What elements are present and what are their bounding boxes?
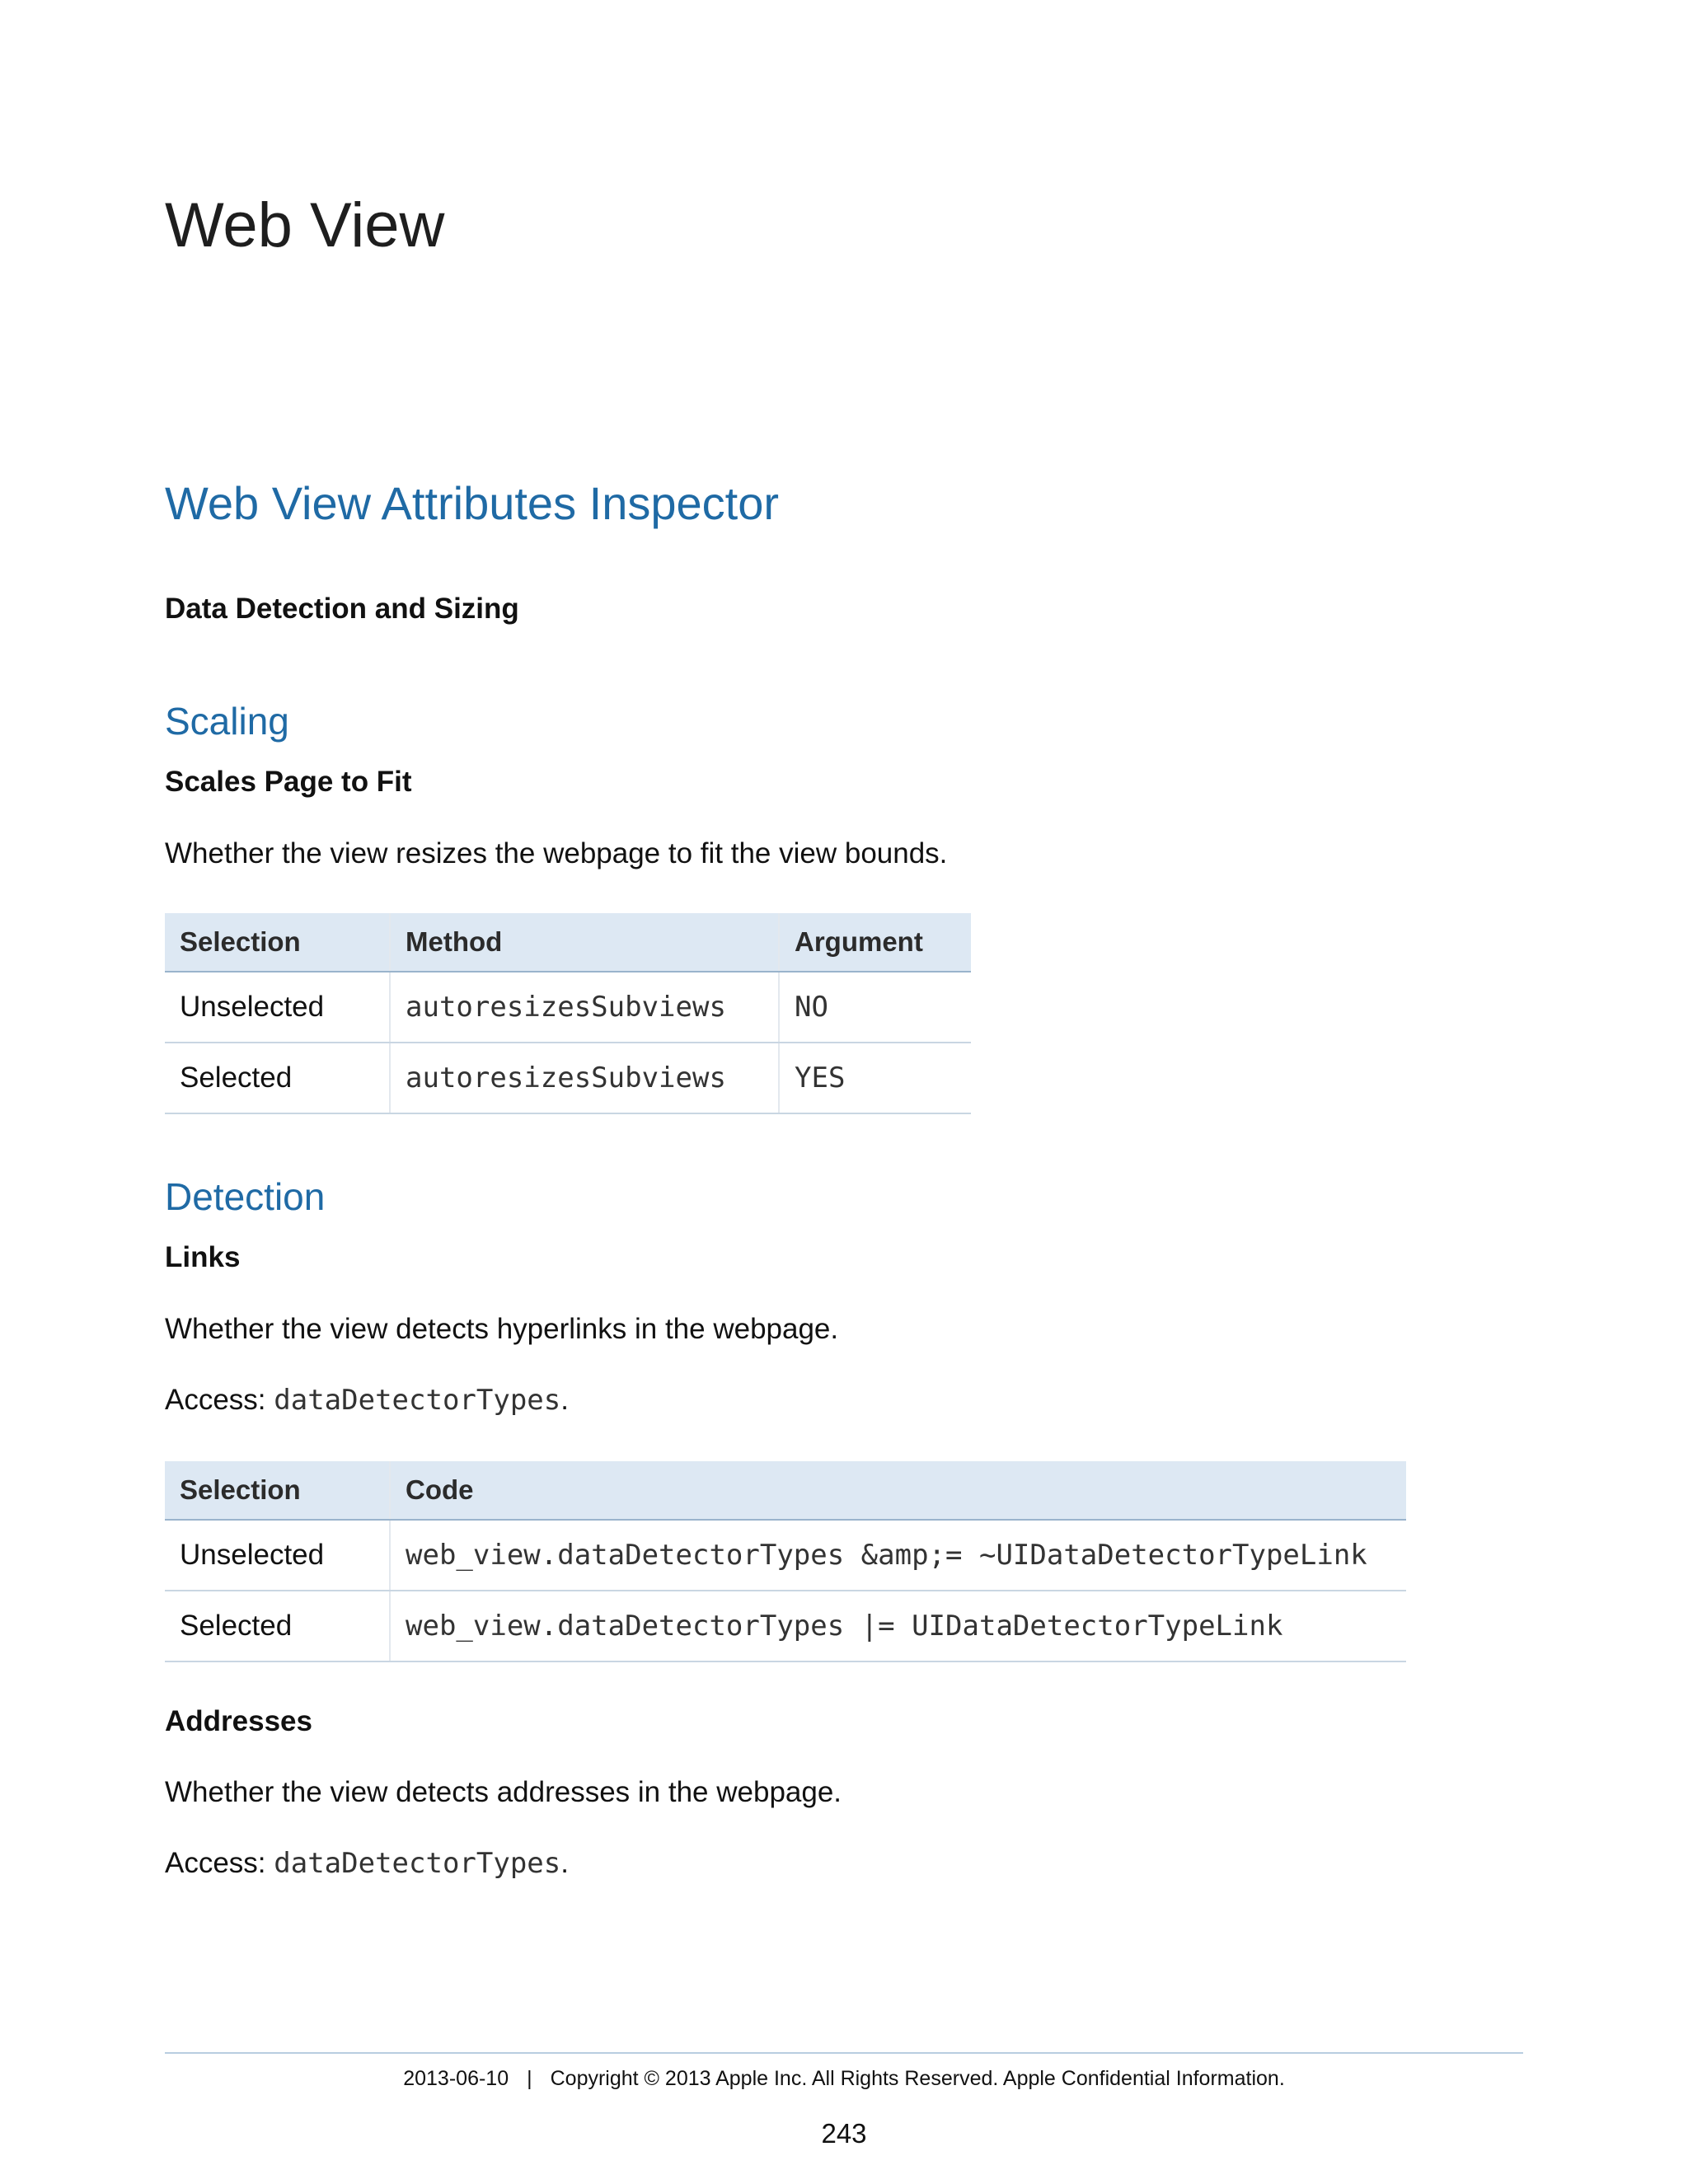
footer (0, 2067, 1688, 2091)
footer-separator: | (527, 2067, 532, 2090)
access-label: Access: (165, 1384, 274, 1416)
table-header-row (165, 1461, 1406, 1520)
access-label: Access: (165, 1847, 274, 1879)
links-table (165, 1461, 1406, 1662)
table-header-row (165, 913, 971, 972)
links-access (165, 1383, 569, 1418)
table-row (165, 972, 971, 1043)
code-cell: web_view.dataDetectorTypes |= UIDataDetectorTypeLink (390, 1591, 1406, 1661)
argument-cell: NO (779, 972, 971, 1043)
table-row (165, 1520, 1406, 1591)
group-heading: Data Detection and Sizing (165, 593, 519, 625)
table-row (165, 1043, 971, 1113)
links-description: Whether the view detects hyperlinks in the webpage. (165, 1313, 839, 1345)
column-header-selection: Selection (165, 913, 390, 972)
access-code: dataDetectorTypes (274, 1384, 561, 1417)
column-header-method: Method (390, 913, 779, 972)
scaling-heading: Scaling (165, 700, 289, 743)
page-number: 243 (821, 2118, 867, 2149)
selection-cell: Unselected (165, 972, 390, 1043)
column-header-argument: Argument (779, 913, 971, 972)
access-suffix: . (560, 1847, 569, 1879)
code-cell: web_view.dataDetectorTypes &amp;= ~UIDataDetectorTypeLink (390, 1520, 1406, 1591)
addresses-access (165, 1846, 569, 1881)
detection-heading: Detection (165, 1175, 326, 1218)
addresses-description: Whether the view detects addresses in the webpage. (165, 1776, 842, 1808)
table-row (165, 1591, 1406, 1661)
access-suffix: . (560, 1384, 569, 1416)
selection-cell: Unselected (165, 1520, 390, 1591)
selection-cell: Selected (165, 1043, 390, 1113)
scaling-description: Whether the view resizes the webpage to fit the view bounds. (165, 837, 948, 869)
access-code: dataDetectorTypes (274, 1847, 561, 1880)
chapter-title: Web View (165, 190, 445, 260)
selection-cell: Selected (165, 1591, 390, 1661)
method-cell: autoresizesSubviews (390, 1043, 779, 1113)
method-cell: autoresizesSubviews (390, 972, 779, 1043)
scaling-table (165, 913, 971, 1114)
argument-cell: YES (779, 1043, 971, 1113)
addresses-heading: Addresses (165, 1705, 312, 1737)
footer-date: 2013-06-10 (403, 2067, 509, 2090)
links-heading: Links (165, 1241, 241, 1273)
column-header-selection: Selection (165, 1461, 390, 1520)
footer-copyright: Copyright © 2013 Apple Inc. All Rights Reserved. Apple Confidential Information. (550, 2067, 1285, 2090)
footer-divider (165, 2052, 1523, 2054)
section-title: Web View Attributes Inspector (165, 477, 779, 529)
scales-page-to-fit-heading: Scales Page to Fit (165, 766, 412, 798)
column-header-code: Code (390, 1461, 1406, 1520)
